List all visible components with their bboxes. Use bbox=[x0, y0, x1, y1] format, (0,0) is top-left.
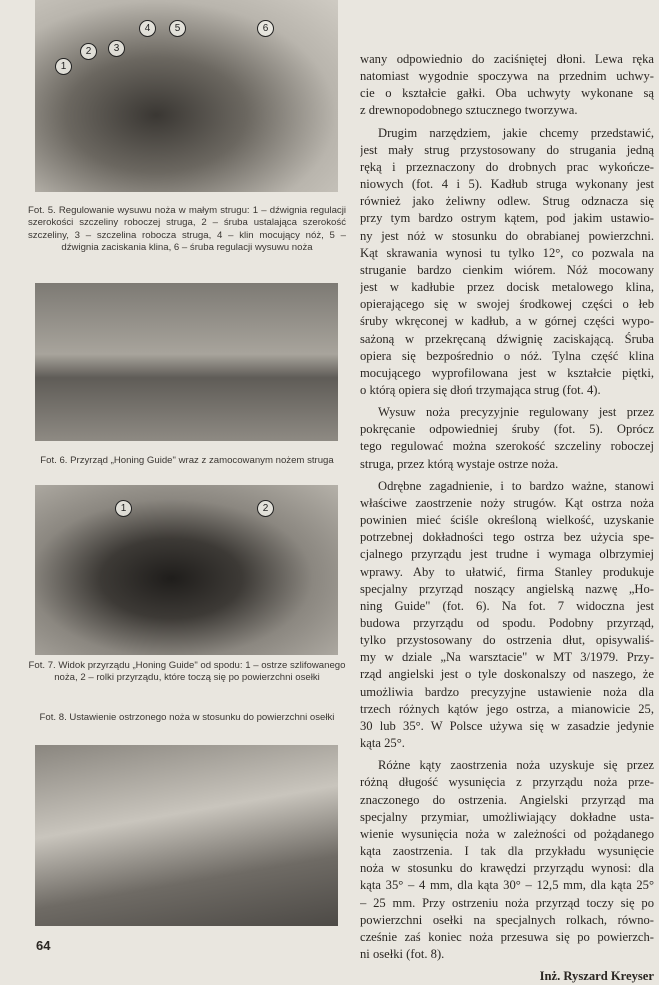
article-paragraph bbox=[360, 51, 654, 120]
caption-fot7: Fot. 7. Widok przyrządu „Honing Guide" od spodu: 1 – ostrze szlifowanego noża, 2 – rolki przyrządu, które toczą się po powierzchni osełki bbox=[28, 660, 346, 684]
text-line: my w dziale „Na warsztacie" w MT 3/1979. Przy- bbox=[360, 650, 654, 665]
caption-fot8: Fot. 8. Ustawienie ostrzonego noża w stosunku do powierzchni osełki bbox=[39, 712, 335, 723]
text-line: Kąt skrawania wynosi tu tylko 12°, co pozwala na bbox=[360, 245, 654, 260]
text-line: wprawy. Aby to ułatwić, firma Stanley produkuje bbox=[360, 564, 654, 579]
text-line: Odrębne zagadnienie, i to bardzo ważne, stanowi bbox=[378, 478, 654, 493]
text-line: potrzebnej dokładności tego ostrza bez użycia spe- bbox=[360, 530, 654, 545]
text-line: specjalny przymiar, umożliwiający dokładne usta- bbox=[360, 809, 654, 824]
text-line: Wysuw noża precyzyjnie regulowany jest przez bbox=[378, 405, 654, 420]
caption-fot6: Fot. 6. Przyrząd „Honing Guide" wraz z zamocowanym nożem struga bbox=[40, 455, 334, 466]
article-paragraph bbox=[360, 404, 654, 473]
page-number: 64 bbox=[36, 938, 51, 953]
text-line: niowych (fot. 4 i 5). Kadłub struga wykonany jest bbox=[360, 177, 654, 192]
photo-fot8-blade-on-whetstone bbox=[35, 745, 338, 926]
text-line: powinien mieć ściśle określoną wielkość, uzyskanie bbox=[360, 513, 654, 528]
text-line: pokręcanie odpowiedniej śruby (fot. 5). Oprócz bbox=[360, 422, 654, 437]
article-paragraph bbox=[360, 125, 654, 400]
marker-5: 5 bbox=[169, 20, 186, 37]
text-line: Różne kąty zaostrzenia noża uzyskuje się przez bbox=[378, 758, 654, 773]
marker-3: 3 bbox=[108, 40, 125, 57]
text-line: jest mały strug przystosowany do strugania jedną bbox=[360, 142, 654, 157]
text-line: cie o kształcie gałki. Oba uchwyty wykonane są bbox=[360, 86, 654, 101]
article-text bbox=[360, 51, 654, 985]
article-paragraph bbox=[360, 478, 654, 753]
text-line: powierzchni osełki na specjalnych rolkach, równo- bbox=[360, 912, 654, 927]
marker-4: 4 bbox=[139, 20, 156, 37]
text-line: tego regulować można szerokość szczeliny roboczej bbox=[360, 439, 654, 454]
text-line: opiera się bezpośrednio o nóż. Tylna część klina bbox=[360, 348, 654, 363]
marker-2: 2 bbox=[257, 500, 274, 517]
text-line: różną długość wysunięcia z przyrządu noża prze- bbox=[360, 775, 654, 790]
author-signature: Inż. Ryszard Kreyser bbox=[539, 969, 654, 984]
text-line: wienie wysunięcia noża w zależności od pożądanego bbox=[360, 826, 654, 841]
text-line: specjalny przyrząd noszący angielską nazwę „Ho- bbox=[360, 581, 654, 596]
text-line: cjalnego przyrządu jest trudne i wymaga olbrzymiej bbox=[360, 547, 654, 562]
text-line: rząd angielski jest o tyle doskonalszy od naszego, że bbox=[360, 667, 654, 682]
text-line: cześnie zaś koniec noża przesuwa się po powierzch- bbox=[360, 929, 654, 944]
text-line: opierającego się w swojej środkowej części o łeb bbox=[360, 297, 654, 312]
text-line: kąta zaostrzenia. I tak dla przykładu wysunięcie bbox=[360, 844, 654, 859]
caption-fot5: Fot. 5. Regulowanie wysuwu noża w małym strugu: 1 – dźwignia regulacji szerokości szczeliny roboczej struga, 2 – śruba ustalająca szerokość szczeliny, 3 – szczelina robocza struga, 4 – klin mocujący nóż, 5 – dźwignia zaciskania klina, 6 – śruba regulacji wysuwu noża bbox=[28, 205, 346, 253]
text-line: również jako żeliwny odlew. Strug odznacza się bbox=[360, 194, 654, 209]
photo-fot6-honing-guide bbox=[35, 283, 338, 441]
text-line: – 25 mm. Przy ostrzeniu noża przyrząd toczy się po bbox=[360, 895, 654, 910]
text-line: znaczonego do ostrzenia. Angielski przyrząd ma bbox=[360, 792, 654, 807]
text-line: przy tym bardzo ostrym kątem, pod jakim ustawio- bbox=[360, 211, 654, 226]
text-line: struga, przez którą wystaje ostrze noża. bbox=[360, 456, 559, 471]
text-line: Drugim narzędziem, jakie chcemy przedstawić, bbox=[378, 125, 654, 140]
text-line: mocującego wyprofilowana jest w kształcie piętki, bbox=[360, 365, 654, 380]
text-line: jest w kadłubie przez docisk metalowego klina, bbox=[360, 280, 654, 295]
article-paragraph bbox=[360, 757, 654, 963]
text-line: sażoną w przekręcaną dźwignię zaciskającą. Śruba bbox=[360, 331, 654, 346]
photo-fot5-small-plane bbox=[35, 0, 338, 192]
text-line: o którą opiera się dłoń trzymająca strug (fot. 4). bbox=[360, 382, 601, 397]
text-line: wany odpowiednio do zaciśniętej dłoni. Lewa ręka bbox=[360, 52, 654, 66]
text-line: natomiast wygodnie spoczywa na przednim uchwy- bbox=[360, 69, 654, 84]
text-line: kąta 25°. bbox=[360, 736, 405, 751]
marker-6: 6 bbox=[257, 20, 274, 37]
text-line: noża w stosunku do krawędzi przyrządu wynosi: dla bbox=[360, 861, 654, 876]
text-line: umożliwia bardzo precyzyjne ustawienie noża dla bbox=[360, 684, 654, 699]
text-line: śruby wkręconej w kadłub, a w górnej części wypo- bbox=[360, 314, 654, 329]
marker-1: 1 bbox=[55, 58, 72, 75]
text-line: 30 lub 35°. W Polsce używa się w zasadzie jedynie bbox=[360, 718, 654, 733]
text-line: z drewnopodobnego sztucznego tworzywa. bbox=[360, 103, 578, 118]
text-line: struganie bardzo cienkim wiórem. Nóż mocowany bbox=[360, 262, 654, 277]
text-line: tylko przystosowany do ostrzenia dłut, opisywaliś- bbox=[360, 633, 654, 648]
text-line: ny jest nóż w stosunku do obrabianej powierzchni. bbox=[360, 228, 654, 243]
text-line: kąta 35° – 4 mm, dla kąta 30° – 12,5 mm, dla kąta 25° bbox=[360, 878, 654, 893]
photo-fot7-guide-underside bbox=[35, 485, 338, 655]
text-line: trzech różnych kątów jego ostrza, a mianowicie 25, bbox=[360, 701, 654, 716]
text-line: ni osełki (fot. 8). bbox=[360, 946, 445, 961]
text-line: ręką i przeznaczony do drobnych prac wykończe- bbox=[360, 159, 654, 174]
text-line: ning Guide" (fot. 6). Na fot. 7 widoczna jest bbox=[360, 598, 654, 613]
marker-1: 1 bbox=[115, 500, 132, 517]
text-line: budowa przyrządu od spodu. Podobny przyrząd, bbox=[360, 616, 654, 630]
text-line: właściwe zaostrzenie noży strugów. Kąt ostrza noża bbox=[360, 495, 654, 510]
marker-2: 2 bbox=[80, 43, 97, 60]
